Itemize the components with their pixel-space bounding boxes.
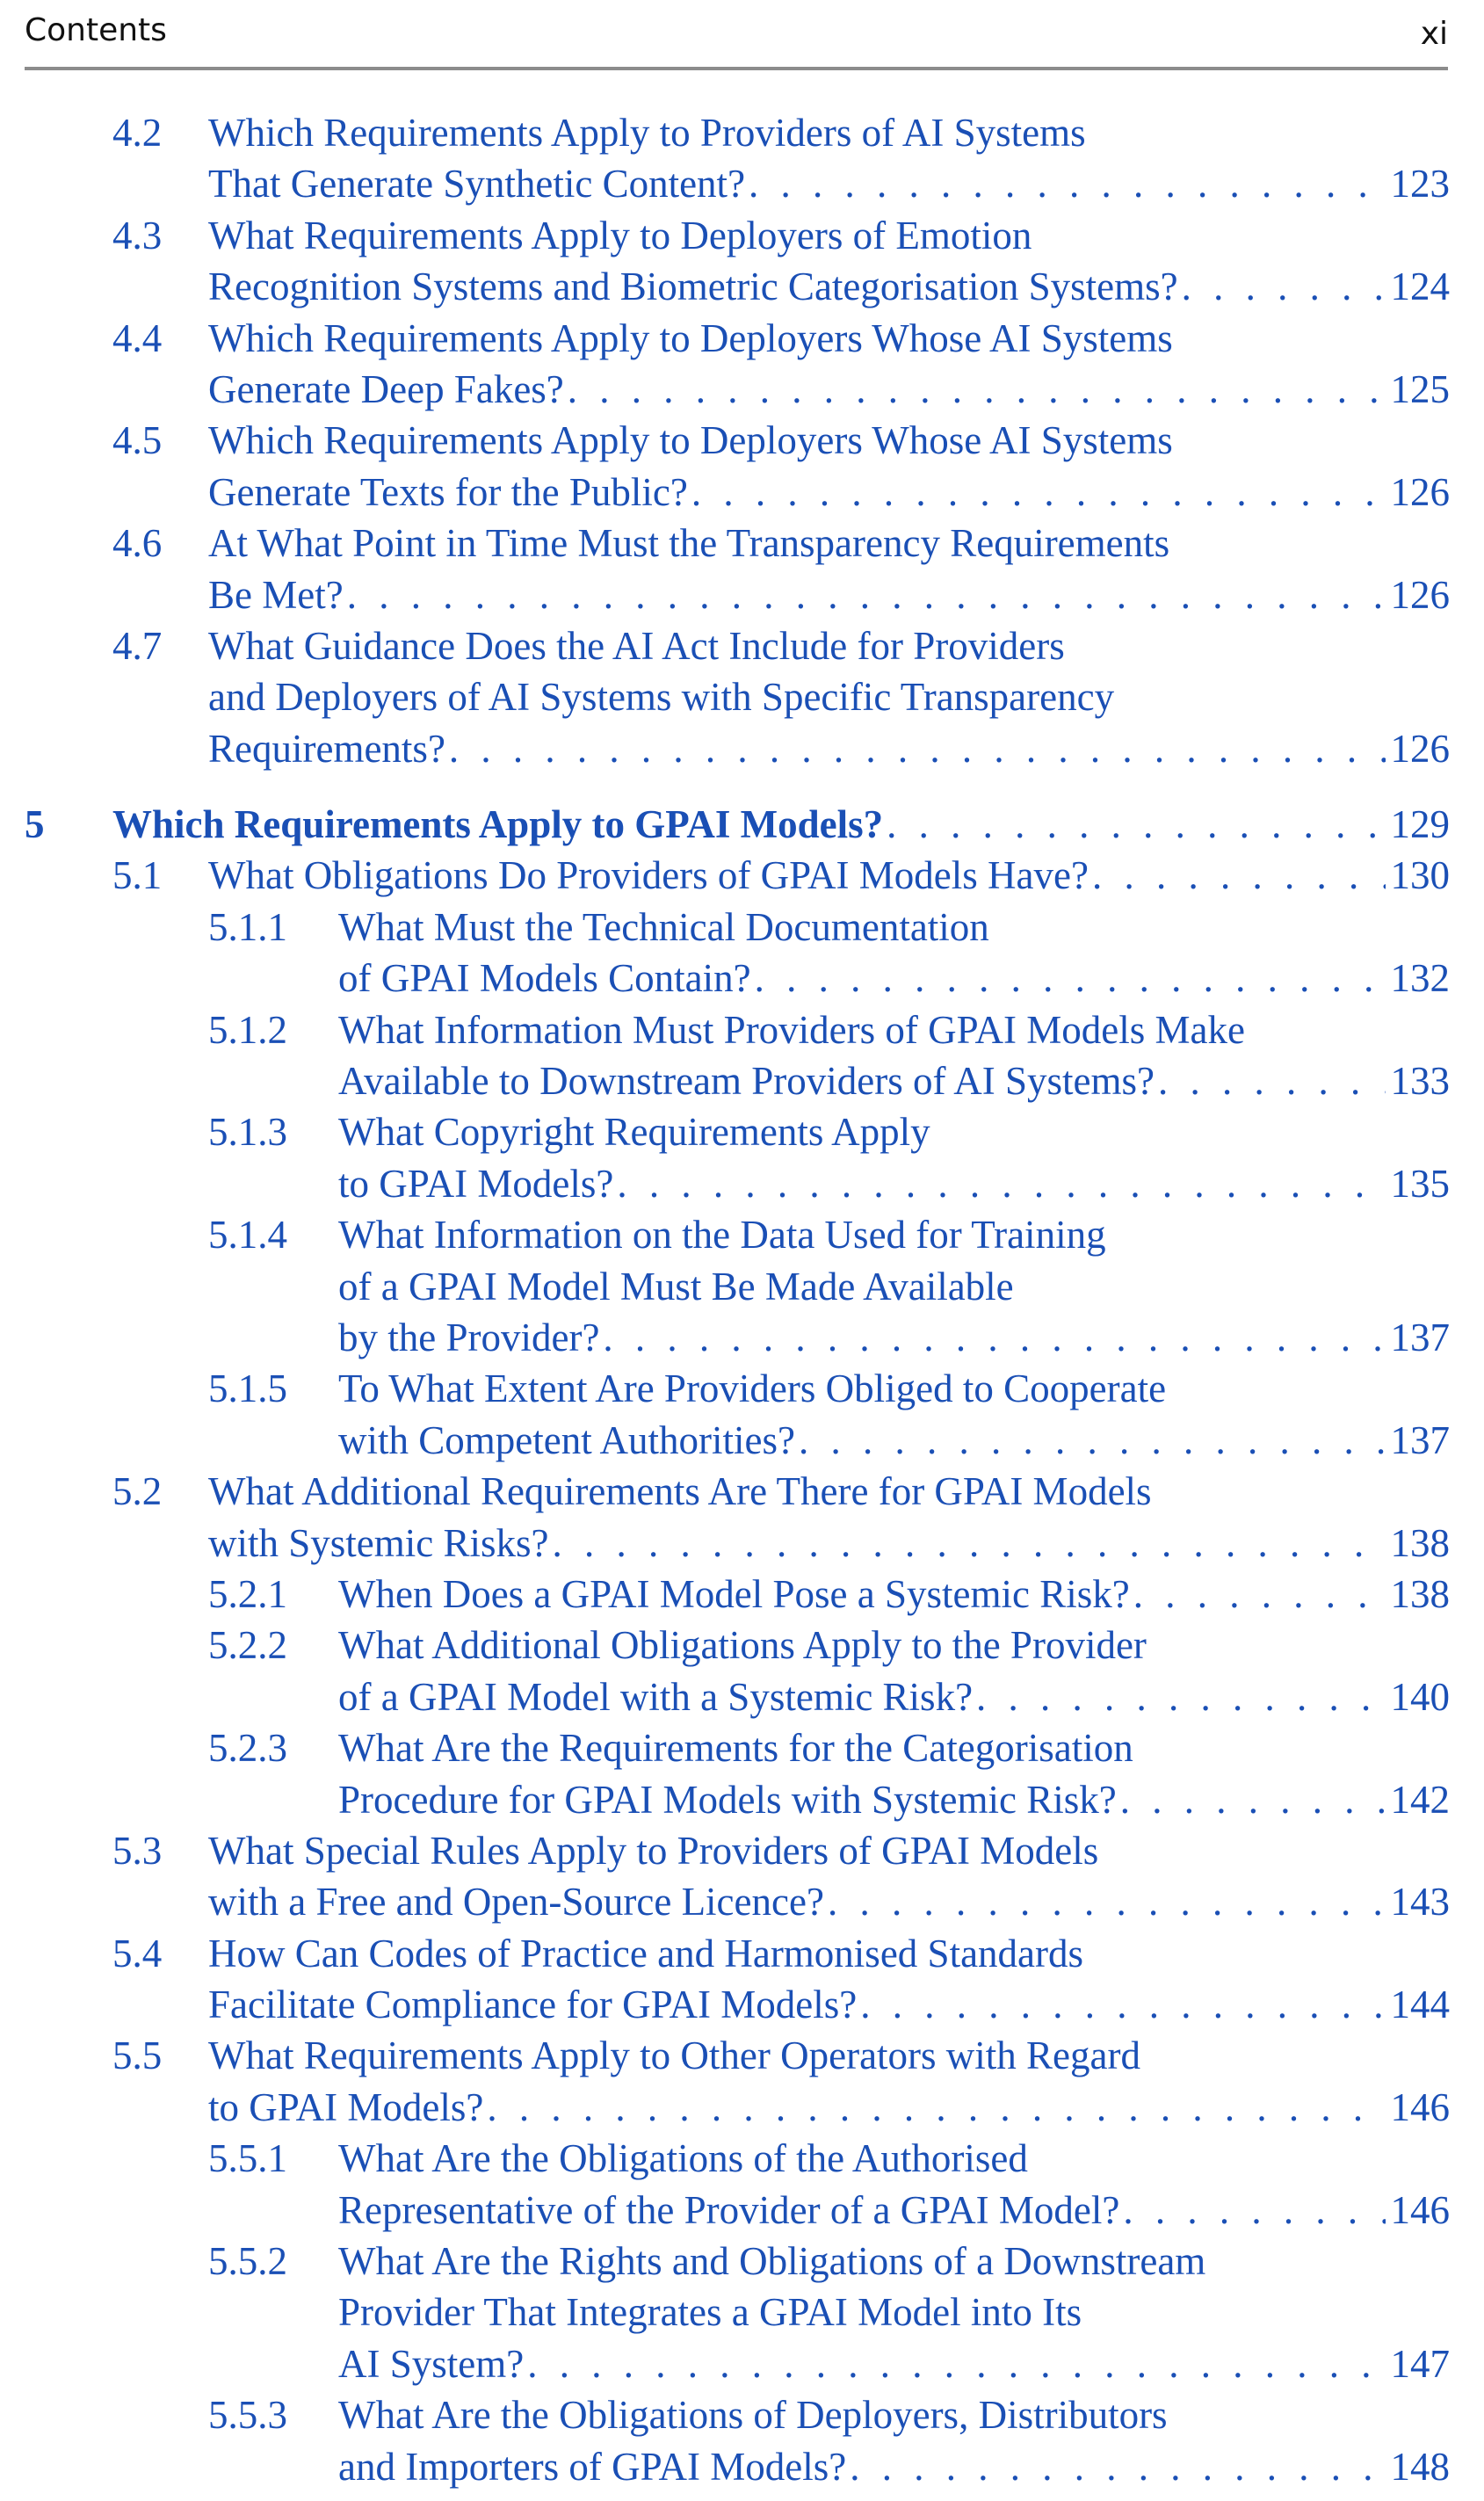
running-header [25,7,1448,70]
toc-entry[interactable] [0,850,1484,901]
toc-entry-title-line: Facilitate Compliance for GPAI Models? [208,1983,858,2027]
toc-entry-number: 5.1.2 [208,1007,287,1052]
toc-entry-title-line: What Copyright Requirements Apply [338,1110,930,1155]
toc-entry-title-line: Which Requirements Apply to Deployers Whose AI Systems [208,418,1173,463]
toc-entry-number: 5.1.1 [208,904,287,949]
toc-entry-page-number[interactable]: 124 [1390,265,1450,309]
toc-entry[interactable] [0,107,1484,210]
toc-entry-page-number[interactable]: 133 [1390,1059,1450,1104]
header-page-number: xi [1420,16,1448,52]
toc-entry-page-number[interactable]: 129 [1390,802,1450,847]
toc-entry-page-number[interactable]: 148 [1390,2444,1450,2489]
dot-leader [1123,2185,1385,2236]
toc-entry-title-line: What Obligations Do Providers of GPAI Models Have? [208,853,1089,898]
toc-entry-page-number[interactable]: 146 [1390,2084,1450,2129]
dot-leader [1133,1569,1386,1620]
toc-entry-number: 4.5 [112,418,163,463]
toc-entry-title-line: At What Point in Time Must the Transparency Requirements [208,521,1170,566]
toc-entry-title-line: Requirements? [208,726,445,771]
toc-entry-title-line: When Does a GPAI Model Pose a Systemic Risk? [338,1571,1130,1616]
toc-entry-page-number[interactable]: 138 [1390,1571,1450,1616]
toc-entry[interactable] [0,1928,1484,2031]
toc-entry-title-line: of a GPAI Model with a Systemic Risk? [338,1674,974,1719]
toc-entry-title-line: What Additional Obligations Apply to the Provider [338,1623,1147,1668]
dot-leader [603,1312,1385,1363]
toc-entry[interactable] [0,1004,1484,1107]
toc-entry-title-line: of GPAI Models Contain? [338,956,751,1001]
toc-entry-number: 4.7 [112,623,163,668]
toc-entry[interactable] [0,902,1484,1004]
toc-entry[interactable] [0,1569,1484,1620]
dot-leader [749,158,1385,209]
dot-leader [553,1518,1386,1569]
toc-entry-page-number[interactable]: 132 [1390,956,1450,1001]
toc-entry-title-line: What Requirements Apply to Deployers of Emotion [208,213,1032,257]
dot-leader [755,953,1386,1004]
toc-entry-number: 5 [25,802,45,847]
toc-entry-title-line: What Are the Obligations of the Authorised [338,2136,1028,2181]
dot-leader [487,2082,1385,2133]
toc-entry[interactable] [0,313,1484,416]
dot-leader [527,2338,1385,2389]
toc-entry-page-number[interactable]: 135 [1390,1161,1450,1206]
dot-leader [691,467,1386,518]
toc-entry-title-line: What Guidance Does the AI Act Include for Providers [208,623,1065,668]
toc-entry-number: 5.2.2 [208,1623,287,1668]
toc-entry-title-line: Representative of the Provider of a GPAI Model? [338,2187,1120,2232]
toc-entry[interactable] [0,1466,1484,1569]
toc-entry-page-number[interactable]: 130 [1390,853,1450,898]
toc-entry[interactable] [0,518,1484,620]
toc-entry-page-number[interactable]: 143 [1390,1880,1450,1925]
toc-entry-title-line: What Information Must Providers of GPAI Models Make [338,1007,1245,1052]
toc-entry[interactable] [0,1363,1484,1466]
toc-entry-number: 4.6 [112,521,163,566]
table-of-contents [0,107,1484,2492]
toc-entry[interactable] [0,799,1484,850]
toc-entry-title-line: That Generate Synthetic Content? [208,162,746,207]
toc-entry-title-line: What Are the Requirements for the Categorisation [338,1726,1133,1771]
toc-entry-page-number[interactable]: 147 [1390,2341,1450,2386]
dot-leader [850,2441,1385,2492]
toc-entry-page-number[interactable]: 137 [1390,1417,1450,1462]
toc-entry-page-number[interactable]: 138 [1390,1520,1450,1565]
toc-entry-title-line: Available to Downstream Providers of AI Systems? [338,1059,1155,1104]
toc-entry[interactable] [0,2236,1484,2389]
dot-leader [1092,850,1386,901]
toc-entry-title-line: to GPAI Models? [208,2084,484,2129]
toc-entry-number: 5.2.1 [208,1571,287,1616]
toc-entry-title-line: with Systemic Risks? [208,1520,549,1565]
toc-entry-page-number[interactable]: 126 [1390,469,1450,514]
toc-entry-number: 5.1.3 [208,1110,287,1155]
toc-entry-title-line: Provider That Integrates a GPAI Model into Its [338,2290,1082,2335]
toc-entry-page-number[interactable]: 125 [1390,366,1450,411]
toc-entry-number: 5.4 [112,1931,163,1975]
toc-entry[interactable] [0,415,1484,518]
toc-entry-page-number[interactable]: 140 [1390,1674,1450,1719]
dot-leader [887,799,1385,850]
header-section-title: Contents [25,12,167,48]
toc-entry-number: 5.1 [112,853,163,898]
toc-entry-number: 5.3 [112,1828,163,1873]
toc-entry-title-line: To What Extent Are Providers Obliged to Cooperate [338,1366,1167,1411]
toc-entry-page-number[interactable]: 123 [1390,162,1450,207]
toc-entry[interactable] [0,1825,1484,1928]
toc-entry-title-line: What Requirements Apply to Other Operators with Regard [208,2033,1140,2078]
dot-leader [449,723,1386,774]
toc-entry-page-number[interactable]: 137 [1390,1315,1450,1359]
toc-entry[interactable] [0,1209,1484,1363]
toc-entry-title-line: Procedure for GPAI Models with Systemic Risk? [338,1777,1117,1822]
toc-entry-title-line: Which Requirements Apply to GPAI Models? [112,802,884,847]
dot-leader [568,364,1386,415]
toc-entry-title-line: Which Requirements Apply to Deployers Whose AI Systems [208,315,1173,360]
toc-entry-title-line: with Competent Authorities? [338,1417,795,1462]
toc-entry-number: 5.1.4 [208,1213,287,1258]
toc-entry-page-number[interactable]: 126 [1390,726,1450,771]
toc-entry-title-line: of a GPAI Model Must Be Made Available [338,1264,1014,1308]
toc-entry-title-line: What Information on the Data Used for Training [338,1213,1106,1258]
dot-leader [976,1671,1385,1722]
dot-leader [1158,1055,1385,1106]
toc-entry-title-line: What Must the Technical Documentation [338,904,989,949]
toc-entry-title-line: What Are the Rights and Obligations of a Downstream [338,2239,1206,2284]
toc-entry-title-line: What Special Rules Apply to Providers of GPAI Models [208,1828,1099,1873]
toc-entry-number: 4.3 [112,213,163,257]
toc-entry-title-line: and Deployers of AI Systems with Specific Transparency [208,675,1115,720]
toc-entry-title-line: with a Free and Open-Source Licence? [208,1880,824,1925]
toc-entry[interactable] [0,620,1484,774]
dot-leader [617,1158,1385,1209]
toc-entry-title-line: How Can Codes of Practice and Harmonised Standards [208,1931,1084,1975]
toc-entry-page-number[interactable]: 144 [1390,1983,1450,2027]
toc-entry-number: 5.5 [112,2033,163,2078]
toc-entry-page-number[interactable]: 126 [1390,572,1450,617]
toc-entry-title-line: and Importers of GPAI Models? [338,2444,847,2489]
toc-entry-title-line: Generate Texts for the Public? [208,469,688,514]
toc-entry-number: 5.5.1 [208,2136,287,2181]
toc-entry-page-number[interactable]: 146 [1390,2187,1450,2232]
toc-entry-title-line: What Are the Obligations of Deployers, Distributors [338,2393,1168,2438]
toc-entry-title-line: Which Requirements Apply to Providers of AI Systems [208,111,1086,155]
toc-entry-title-line: AI System? [338,2341,525,2386]
toc-entry-number: 5.5.3 [208,2393,287,2438]
dot-leader [347,569,1386,620]
dot-leader [1120,1774,1386,1825]
toc-entry-number: 5.2 [112,1469,163,1514]
toc-entry-title-line: to GPAI Models? [338,1161,614,1206]
toc-entry[interactable] [0,2389,1484,2492]
toc-entry-page-number[interactable]: 142 [1390,1777,1450,1822]
toc-entry-title-line: What Additional Requirements Are There for GPAI Models [208,1469,1152,1514]
toc-entry-number: 4.4 [112,315,163,360]
toc-entry-title-line: Generate Deep Fakes? [208,366,564,411]
dot-leader [1182,261,1386,312]
toc-entry-title-line: by the Provider? [338,1315,600,1359]
toc-entry-number: 5.1.5 [208,1366,287,1411]
toc-entry-title-line: Recognition Systems and Biometric Categorisation Systems? [208,265,1178,309]
toc-entry-title-line: Be Met? [208,572,344,617]
dot-leader [860,1979,1385,2030]
toc-entry-number: 5.5.2 [208,2239,287,2284]
toc-entry[interactable] [0,2030,1484,2133]
toc-entry[interactable] [0,1620,1484,1722]
dot-leader [828,1876,1386,1927]
toc-entry-number: 4.2 [112,111,163,155]
toc-entry[interactable] [0,210,1484,313]
dot-leader [799,1415,1386,1466]
toc-entry[interactable] [0,2133,1484,2236]
toc-entry-number: 5.2.3 [208,1726,287,1771]
toc-entry[interactable] [0,1722,1484,1825]
toc-entry[interactable] [0,1106,1484,1209]
